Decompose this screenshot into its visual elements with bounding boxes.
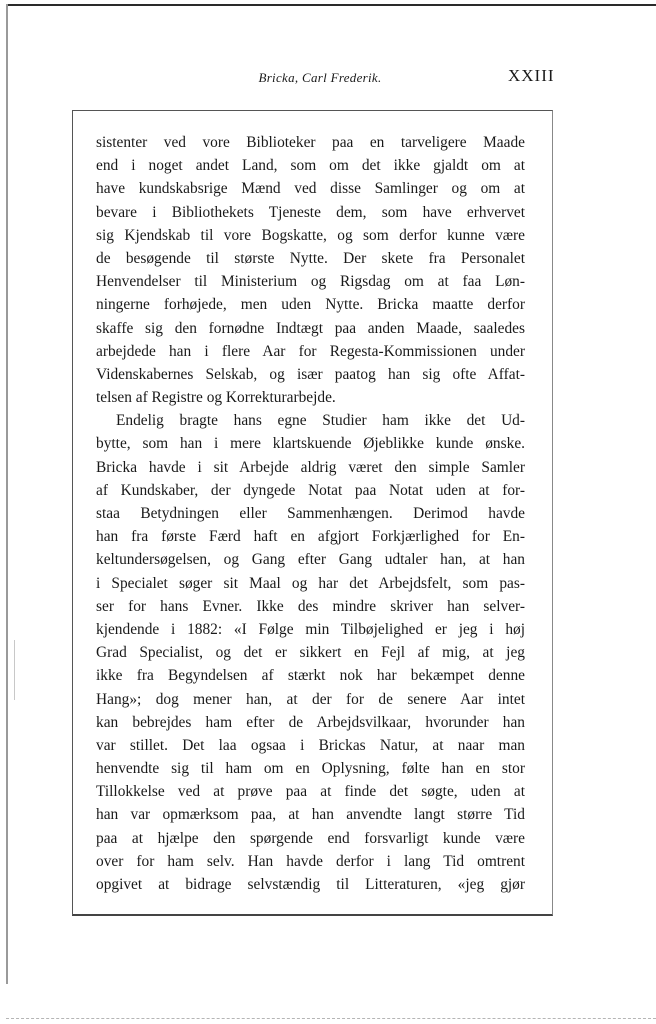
margin-mark bbox=[14, 640, 15, 700]
text-line: opgivet at bidrage selvstændig til Litteraturen, «jeg gjør bbox=[96, 876, 525, 893]
text-line: ningerne forhøjede, men uden Nytte. Bricka maatte derfor bbox=[96, 296, 525, 314]
left-page-edge bbox=[6, 4, 8, 984]
text-line: staa Betydningen eller Sammenhængen. Derimod havde bbox=[96, 505, 525, 522]
text-line: bytte, som han i mere klartskuende Øjeblikke kunde ønske. bbox=[96, 435, 525, 453]
text-line: i Specialet søger sit Maal og har det Arbejdsfelt, som pas- bbox=[96, 574, 525, 592]
text-line: arbejdede han i flere Aar for Regesta-Kommissionen under bbox=[96, 342, 525, 360]
text-line: var stillet. Det laa ogsaa i Brickas Natur, at naar man bbox=[96, 736, 525, 754]
running-title: Bricka, Carl Frederik. bbox=[258, 70, 382, 85]
text-line: keltundersøgelsen, og Gang efter Gang udtaler han, at han bbox=[96, 551, 525, 569]
text-line: af Kundskaber, der dyngede Notat paa Notat uden at for- bbox=[96, 481, 525, 499]
page-number: XXIII bbox=[508, 66, 555, 85]
body-text bbox=[96, 131, 525, 896]
text-line: Tillokkelse ved at prøve paa at finde det søgte, uden at bbox=[96, 783, 525, 801]
text-line: paa at hjælpe den spørgende end forsvarligt kunde være bbox=[96, 829, 525, 847]
text-line: have kundskabsrige Mænd ved disse Samlinger og om at bbox=[96, 180, 525, 198]
text-line: kan bebrejdes ham efter de Arbejdsvilkaar, hvorunder han bbox=[96, 713, 525, 731]
text-line: Hang»; dog mener han, at der for de senere Aar intet bbox=[96, 690, 525, 708]
text-line: han fra første Færd haft en afgjort Forkjærlighed for En- bbox=[96, 528, 525, 546]
text-line: kjendende i 1882: «I Følge min Tilbøjelighed er jeg i høj bbox=[96, 620, 525, 638]
text-line: han var opmærksom paa, at han anvendte langt større Tid bbox=[96, 806, 525, 824]
text-line: henvendte sig til ham om en Oplysning, følte han en stor bbox=[96, 760, 525, 778]
text-line: bevare i Bibliothekets Tjeneste dem, som have erhvervet bbox=[96, 203, 525, 221]
text-line: skaffe sig den fornødne Indtægt paa anden Maade, saaledes bbox=[96, 319, 525, 337]
text-line: telsen af Registre og Korrekturarbejde. bbox=[96, 389, 336, 407]
text-line: ikke fra Begyndelsen af stærkt nok har bekæmpet denne bbox=[96, 667, 525, 685]
text-line: end i noget andet Land, som om det ikke gjaldt om at bbox=[96, 157, 525, 175]
bottom-page-edge bbox=[6, 1018, 656, 1019]
text-line: Endelig bragte hans egne Studier ham ikke det Ud- bbox=[116, 412, 525, 430]
text-line: sistenter ved vore Biblioteker paa en tarveligere Maade bbox=[96, 134, 525, 151]
text-line: de besøgende til største Nytte. Der skete fra Personalet bbox=[96, 249, 525, 267]
text-line: ser for hans Evner. Ikke des mindre skriver han selver- bbox=[96, 597, 525, 615]
text-line: sig Kjendskab til vore Bogskatte, og som derfor kunne være bbox=[96, 226, 525, 244]
top-page-edge bbox=[8, 4, 656, 6]
text-line: Grad Specialist, og det er sikkert en Fejl af mig, at jeg bbox=[96, 644, 525, 662]
text-line: Videnskabernes Selskab, og især paatog han sig ofte Affat- bbox=[96, 365, 525, 383]
text-line: Henvendelser til Ministerium og Rigsdag om at faa Løn- bbox=[96, 273, 525, 291]
text-line: Bricka havde i sit Arbejde aldrig været den simple Samler bbox=[96, 458, 525, 476]
text-line: over for ham selv. Han havde derfor i lang Tid omtrent bbox=[96, 852, 525, 870]
